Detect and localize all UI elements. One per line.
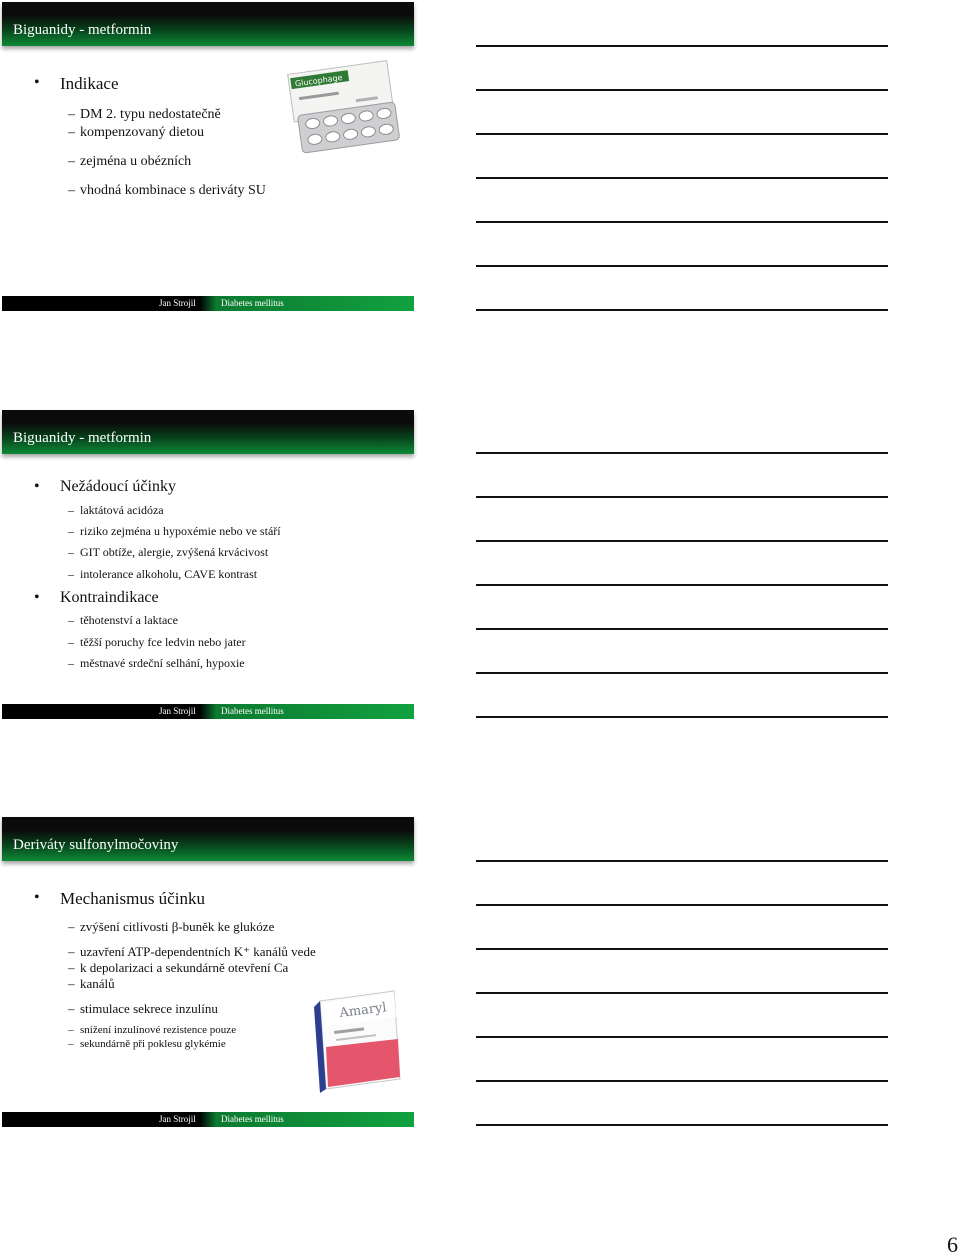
sub-item: – laktátová acidóza — [80, 503, 164, 518]
slide-footer — [2, 296, 414, 311]
slide-footer — [2, 1112, 414, 1127]
sub-item: – uzavření ATP-dependentních K⁺ kanálů vede — [80, 944, 316, 959]
note-line — [476, 221, 888, 223]
sub-item: – těhotenství a laktace — [80, 613, 178, 628]
page-number: 6 — [947, 1232, 958, 1257]
sub-item: – městnavé srdeční selhání, hypoxie — [80, 656, 245, 671]
note-line — [476, 716, 888, 718]
note-line — [476, 45, 888, 47]
note-line — [476, 89, 888, 91]
metformin-box-label: Glucophage — [294, 72, 344, 89]
sub-item: – stimulace sekrece inzulínu — [80, 1001, 218, 1016]
note-line — [476, 309, 888, 311]
slide-title: Biguanidy - metformin — [13, 22, 152, 38]
note-line — [476, 904, 888, 906]
note-line — [476, 1036, 888, 1038]
sub-item: – zvýšení citlivosti β-buněk ke glukóze — [80, 919, 274, 934]
bullet-kontraindikace: • Kontraindikace — [60, 589, 159, 607]
note-line — [476, 177, 888, 179]
footer-topic: Diabetes mellitus — [221, 706, 284, 716]
note-line — [476, 584, 888, 586]
sub-item-continued: – kanálů — [80, 976, 115, 991]
footer-topic: Diabetes mellitus — [221, 298, 284, 308]
sub-item: – snížení inzulínové rezistence pouze — [80, 1024, 236, 1037]
note-line — [476, 628, 888, 630]
amaryl-box-label: Amaryl — [338, 1000, 388, 1021]
note-line — [476, 1124, 888, 1126]
note-line — [476, 860, 888, 862]
slide-title: Biguanidy - metformin — [13, 430, 152, 446]
sub-item: – GIT obtíže, alergie, zvýšená krvácivost — [80, 545, 268, 560]
slide-title-bar — [2, 2, 414, 46]
footer-author: Jan Strojil — [159, 298, 196, 308]
note-line — [476, 948, 888, 950]
note-line — [476, 496, 888, 498]
footer-author: Jan Strojil — [159, 706, 196, 716]
slide-title-bar — [2, 410, 414, 454]
note-line — [476, 672, 888, 674]
slide-1 — [2, 2, 414, 312]
note-line — [476, 992, 888, 994]
sub-item: – DM 2. typu nedostatečně — [80, 107, 221, 123]
metformin-package-image — [287, 57, 401, 161]
slide-footer — [2, 704, 414, 719]
sub-item-continued: – sekundárně při poklesu glykémie — [80, 1038, 226, 1051]
bullet-mechanismus-ucinku: • Mechanismus účinku — [60, 889, 205, 909]
sub-item: – těžší poruchy fce ledvin nebo jater — [80, 635, 246, 650]
bullet-indikace: • Indikace — [60, 74, 119, 94]
slide-2 — [2, 410, 414, 720]
note-line — [476, 265, 888, 267]
bullet-nezadouci-ucinky: • Nežádoucí účinky — [60, 478, 176, 496]
footer-author: Jan Strojil — [159, 1114, 196, 1124]
sub-item-continued: – kompenzovaný dietou — [80, 125, 204, 141]
slide-title: Deriváty sulfonylmočoviny — [13, 837, 179, 853]
slide-title-bar — [2, 817, 414, 861]
note-line — [476, 1080, 888, 1082]
note-line — [476, 452, 888, 454]
footer-topic: Diabetes mellitus — [221, 1114, 284, 1124]
note-line — [476, 133, 888, 135]
sub-item: – vhodná kombinace s deriváty SU — [80, 183, 266, 199]
sub-item: – zejména u obézních — [80, 154, 191, 170]
note-line — [476, 540, 888, 542]
slide-3 — [2, 817, 414, 1129]
sub-item: – riziko zejména u hypoxémie nebo ve stáří — [80, 524, 281, 539]
sub-item-continued: – k depolarizaci a sekundárně otevření Ca — [80, 960, 288, 975]
amaryl-package-image — [310, 987, 406, 1095]
sub-item: – intolerance alkoholu, CAVE kontrast — [80, 567, 257, 582]
